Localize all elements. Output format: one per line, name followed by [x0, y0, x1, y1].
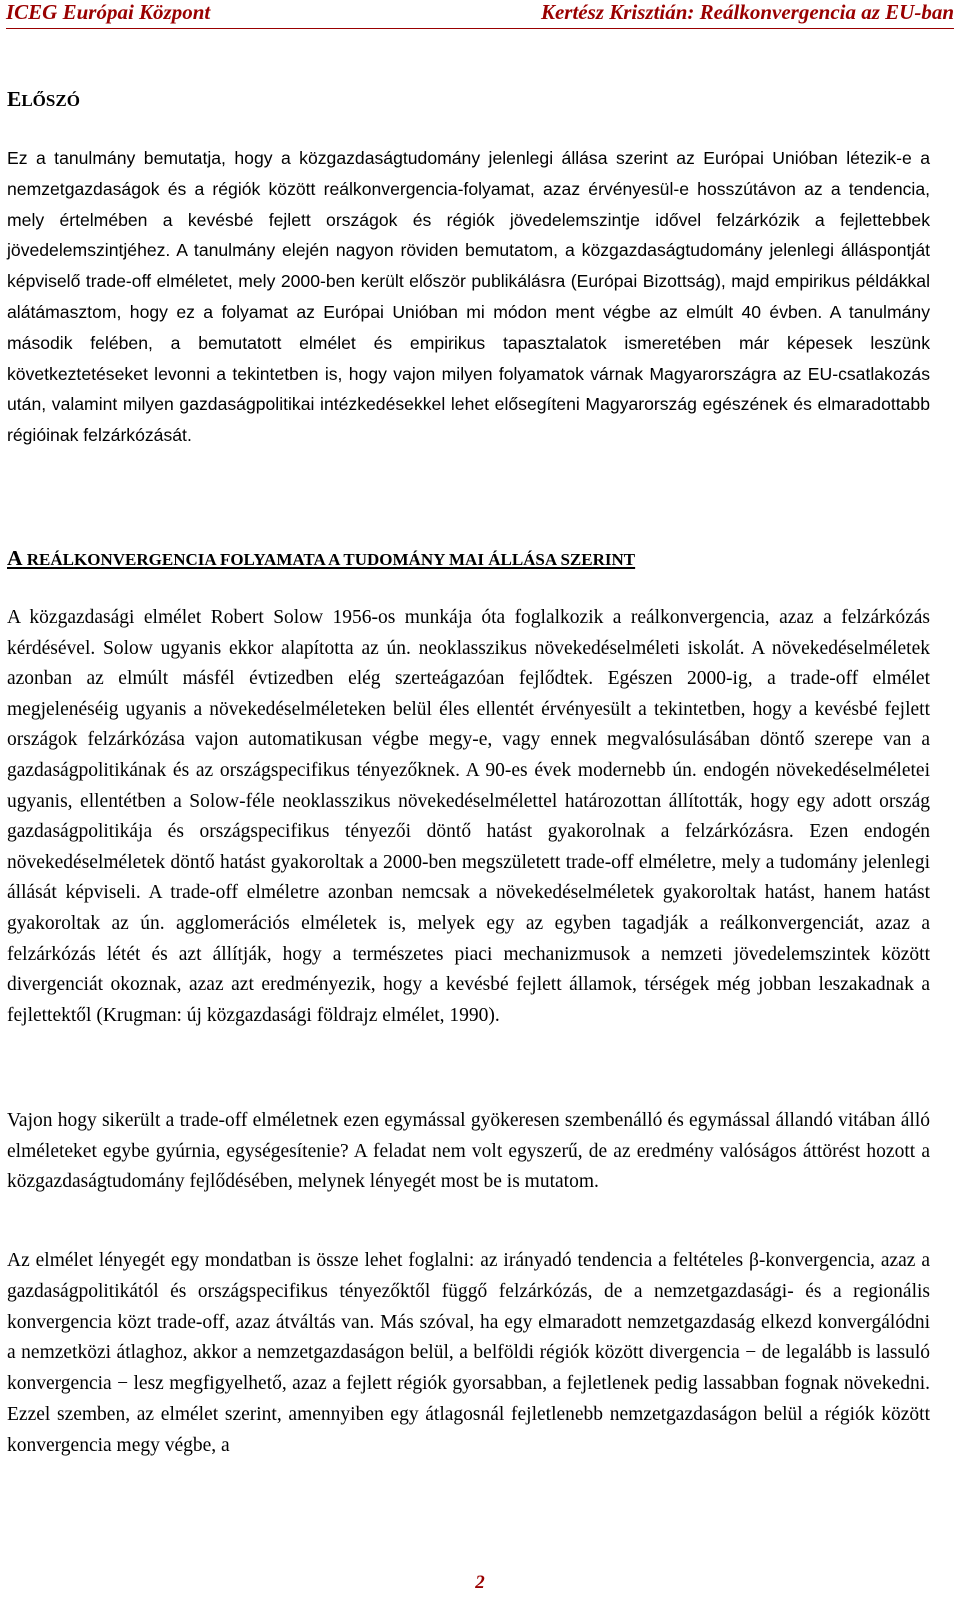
paragraph-intro: Ez a tanulmány bemutatja, hogy a közgazdaságtudomány jelenlegi állása szerint az Európai Unióban létezik-e a nemzetgazdaságok és a régiók között reálkonvergencia-folyamat, azaz érvényesül-e hosszútávon az a tendencia, mely értelmében a kevésbé fejlett országok és régiók jövedelemszintje idővel felzárkózik a fejlettebbek jövedelemszintjéhez. A tanulmány elején nagyon röviden bemutatom, a közgazdaságtudomány jelenlegi álláspontját képviselő trade-off elméletet, mely 2000-ben került először publikálásra (Európai Bizottság), majd empirikus példákkal alátámasztom, hogy ez a folyamat az Európai Unióban mi módon ment végbe az elmúlt 40 évben. A tanulmány második felében, a bemutatott elmélet és empirikus tapasztalatok ismeretében már képesek leszünk következtetéseket levonni a tekintetben is, hogy vajon milyen folyamatok várnak Magyarországra az EU-csatlakozás után, valamint milyen gazdaságpolitikai intézkedésekkel lehet elősegíteni Magyarország egészének és elmaradottabb régióinak felzárkózását.	[7, 148, 930, 446]
section-title-initial: A	[7, 546, 23, 570]
section-title-eloszo	[7, 87, 80, 113]
section-title-text: REÁLKONVERGENCIA FOLYAMATA A TUDOMÁNY MAI ÁLLÁSA SZERINT	[22, 550, 636, 569]
paragraph-theory-essence: Az elmélet lényegét egy mondatban is össze lehet foglalni: az irányadó tendencia a feltételes β-konvergencia, azaz a gazdaságpolitikától és országspecifikus tényezőktől függő felzárkózás, de a nemzetgazdasági- és a regionális konvergencia közt trade-off, azaz átváltás van. Más szóval, ha egy elmaradott nemzetgazdaság elkezd konvergálódni a nemzetközi átlaghoz, akkor a nemzetgazdaságon belül, a belföldi régiók között divergencia − de legalább is lassuló konvergencia − lesz megfigyelhető, azaz a fejlett régiók gyorsabban, a fejletlenek pedig lassabban fognak növekedni. Ezzel szemben, az elmélet szerint, amennyiben egy átlagosnál fejletlenebb nemzetgazdaságon belül a régiók között konvergencia megy végbe, a	[7, 1250, 930, 1456]
header-rule	[6, 28, 954, 29]
paragraph-trade-off-question: Vajon hogy sikerült a trade-off elméletnek ezen egymással gyökeresen szembenálló és egymással állandó vitában álló elméleteket egybe gyúrnia, egységesítenie? A feladat nem volt egyszerű, de az eredmény valóságos áttörést hozott a közgazdaságtudomány fejlődésében, melynek lényegét most be is mutatom.	[7, 1110, 930, 1193]
running-header	[6, 0, 954, 32]
header-organization: ICEG Európai Központ	[6, 0, 211, 24]
section-title-text: LŐSZÓ	[21, 91, 80, 110]
header-author-title: Kertész Krisztián: Reálkonvergencia az EU-ban	[540, 0, 954, 24]
section-title-initial: E	[7, 87, 22, 111]
page-number: 2	[475, 1572, 485, 1593]
paragraph-solow: A közgazdasági elmélet Robert Solow 1956-os munkája óta foglalkozik a reálkonvergencia, azaz a felzárkózás kérdésével. Solow ugyanis ekkor alapította az ún. neoklasszikus növekedéselméleti iskolát. A növekedéselméletek azonban az elmúlt másfél évtizedben elég szerteágazóan fejlődtek. Egészen 2000-ig, a trade-off elmélet megjelenéséig ugyanis a növekedéselméleteken belül éles ellentét érvényesült a tekintetben, hogy a kevésbé fejlett országok felzárkózása vajon automatikusan végbe megy-e, vagy ennek megvalósulásában döntő szerepe van a gazdaságpolitikának és az országspecifikus tényezőknek. A 90-es évek modernebb ún. endogén növekedéselméletei ugyanis, ellentétben a Solow-féle neoklasszikus növekedéselmélettel határozottan állították, hogy egy adott ország gazdaságpolitikája és országspecifikus tényezői döntő hatást gyakorolnak a felzárkózásra. Ezen endogén növekedéselméletek döntő hatást gyakoroltak a 2000-ben megszületett trade-off elméletre, mely a tudomány jelenlegi állását képviseli. A trade-off elméletre azonban nemcsak a növekedéselméletek gyakoroltak hatást, hanem hatást gyakoroltak az ún. agglomerációs elméletek is, melyek egy az egyben tagadják a reálkonvergenciát, azaz a felzárkózás létét és azt állítják, hogy a természetes piaci mechanizmusok a nemzeti jövedelemszintek között divergenciát okoznak, azaz azt eredményezik, hogy a kevésbé fejlett államok, térségek még jobban leszakadnak a fejlettektől (Krugman: új közgazdasági földrajz elmélet, 1990).	[7, 607, 930, 1026]
section-title-realkonvergencia	[7, 546, 635, 572]
